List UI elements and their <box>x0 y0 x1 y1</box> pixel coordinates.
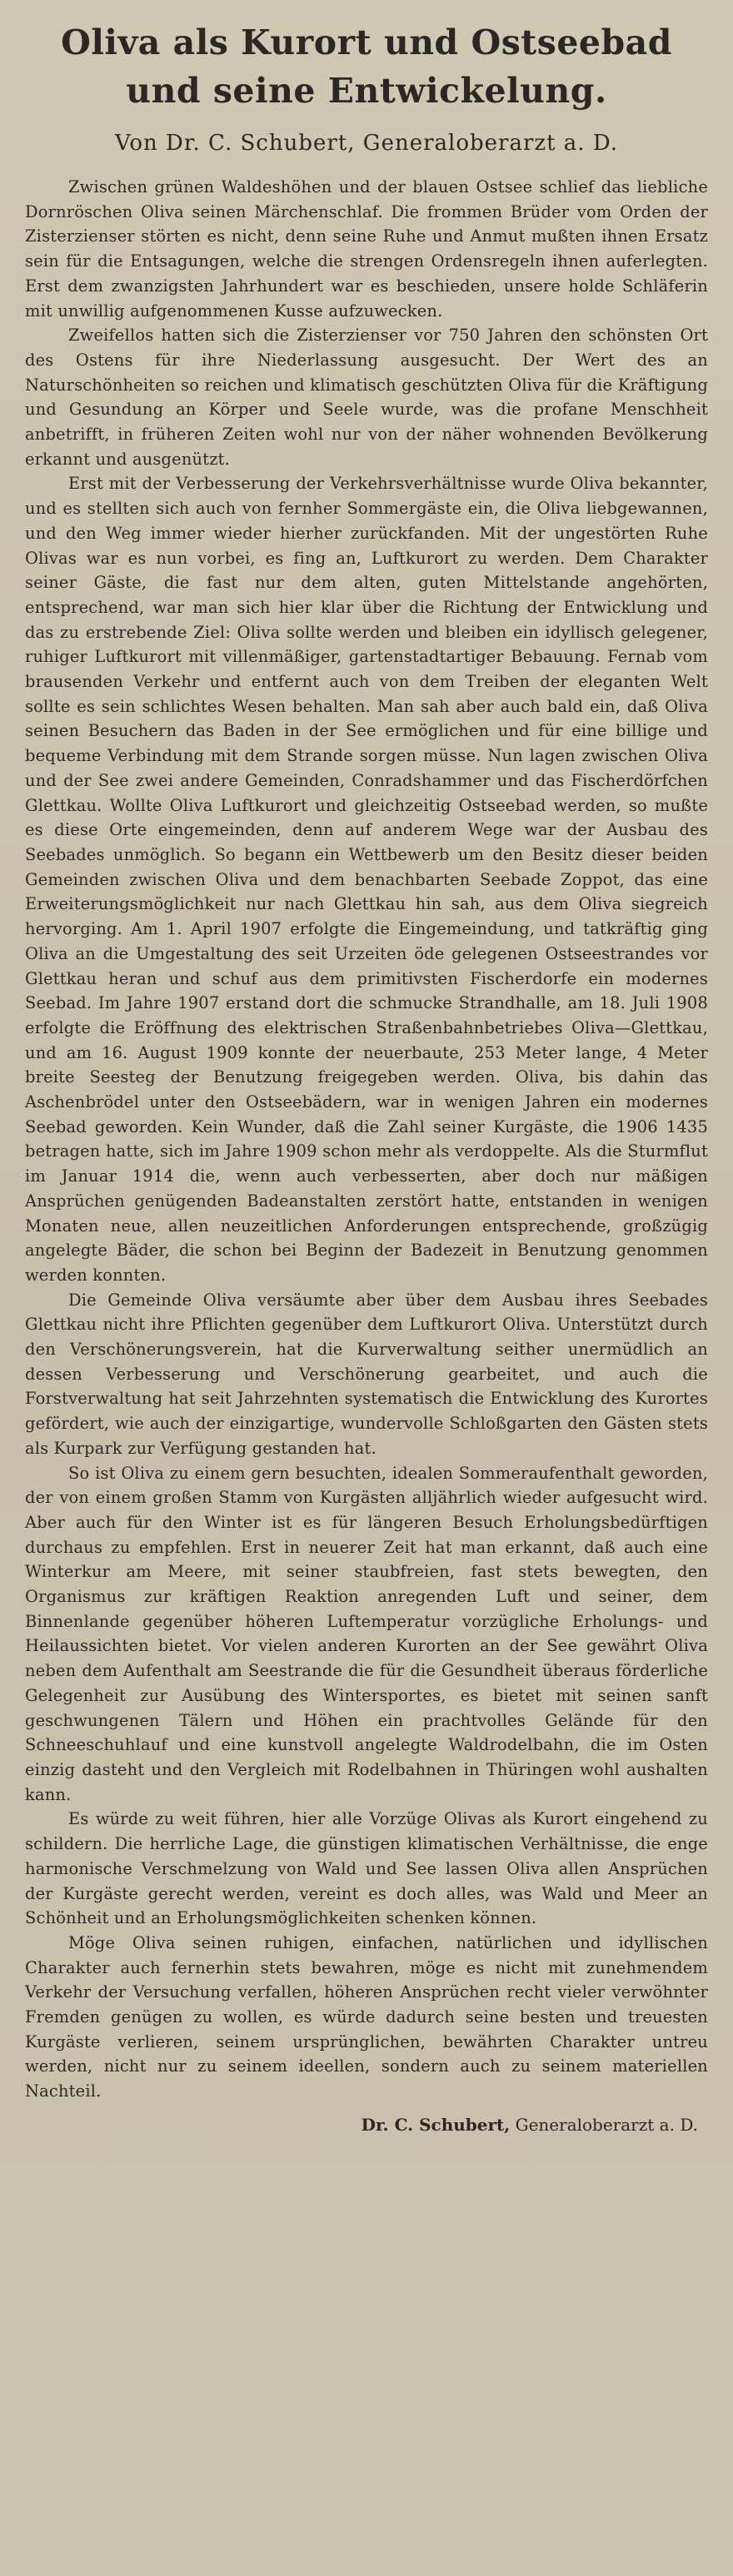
paragraph-3: Erst mit der Verbesserung der Verkehrsverhältnisse wurde Oliva bekannter, und es stellten sich auch von fernher Sommergäste ein, die Oliva liebgewannen, und den Weg immer wieder hierher zurückfanden. Mit der ungestörten Ruhe Olivas war es nun vorbei, es fing an, Luftkurort zu werden. Dem Charakter seiner Gäste, die fast nur dem alten, guten Mittelstande angehörten, entsprechend, war man sich hier klar über die Richtung der Entwicklung und das zu erstrebende Ziel: Oliva sollte werden und bleiben ein idyllisch gelegener, ruhiger Luftkurort mit villenmäßiger, gartenstadtartiger Bebauung. Fernab vom brausenden Verkehr und entfernt auch von dem Treiben der eleganten Welt sollte es sein schlichtes Wesen behalten. Man sah aber auch bald ein, daß Oliva seinen Besuchern das Baden in der See ermöglichen und für eine billige und bequeme Verbindung mit dem Strande sorgen müsse. Nun lagen zwischen Oliva und der See zwei andere Gemeinden, Conradshammer und das Fischerdörfchen Glettkau. Wollte Oliva Luftkurort und gleichzeitig Ostseebad werden, so mußte es diese Orte eingemeinden, denn auf anderem Wege war der Ausbau des Seebades unmöglich. So begann ein Wettbewerb um den Besitz dieser beiden Gemeinden zwischen Oliva und dem benachbarten Seebade Zoppot, das eine Erweiterungsmöglichkeit nur nach Glettkau hin sah, aus dem Oliva siegreich hervorging. Am 1. April 1907 erfolgte die Eingemeindung, und tatkräftig ging Oliva an die Umgestaltung des seit Urzeiten öde gelegenen Ostseestrandes vor Glettkau heran und schuf aus dem primitivsten Fischerdorfe ein modernes Seebad. Im Jahre 1907 erstand dort die schmucke Strandhalle, am 18. Juli 1908 erfolgte die Eröffnung des elektrischen Straßenbahnbetriebes Oliva—Glettkau, und am 16. August 1909 konnte der neuerbaute, 253 Meter lange, 4 Meter breite Seesteg der Benutzung freigegeben werden. Oliva, bis dahin das Aschenbrödel unter den Ostseebädern, war in wenigen Jahren ein modernes Seebad geworden. Kein Wunder, daß die Zahl seiner Kurgäste, die 1906 1435 betragen hatte, sich im Jahre 1909 schon mehr als verdoppelte. Als die Sturmflut im Januar 1914 die, wenn auch verbesserten, aber doch nur mäßigen Ansprüchen genügenden Badeanstalten zerstört hatte, entstanden in wenigen Monaten neue, allen neuzeitlichen Anforderungen entsprechende, großzügig angelegte Bäder, die schon bei Beginn der Badezeit in Benutzung genommen werden konnten. <box>25 474 708 1285</box>
signature-name: Dr. C. Schubert, <box>361 2114 511 2135</box>
signature-title: Generaloberarzt a. D. <box>510 2114 698 2135</box>
paragraph-1: Zwischen grünen Waldeshöhen und der blauen Ostsee schlief das liebliche Dornröschen Oliva seinen Märchenschlaf. Die frommen Brüder vom Orden der Zisterzienser störten es nicht, denn seine Ruhe und Anmut mußten ihnen Ersatz sein für die Entsagungen, welche die strengen Ordensregeln ihnen auferlegten. Erst dem zwanzigsten Jahrhundert war es beschieden, unsere holde Schläferin mit unwillig aufgenommenen Kusse aufzuwecken. <box>25 177 708 321</box>
paragraph-5: So ist Oliva zu einem gern besuchten, idealen Sommeraufenthalt geworden, der von einem großen Stamm von Kurgästen alljährlich wieder aufgesucht wird. Aber auch für den Winter ist es für längeren Besuch Erholungsbedürftigen durchaus zu empfehlen. Erst in neuerer Zeit hat man erkannt, daß auch eine Winterkur am Meere, mit seiner staubfreien, fast stets bewegten, den Organismus zur kräftigen Reaktion anregenden Luft und seiner, dem Binnenlande gegenüber höheren Luftemperatur vorzügliche Erholungs- und Heilaussichten bietet. Vor vielen anderen Kurorten an der See gewährt Oliva neben dem Aufenthalt am Seestrande die für die Gesundheit überaus förderliche Gelegenheit zur Ausübung des Wintersportes, es bietet mit seinen sanft geschwungenen Tälern und Höhen ein prachtvolles Gelände für den Schneeschuhlauf und eine kunstvoll angelegte Waldrodelbahn, die im Osten einzig dasteht und den Vergleich mit Rodelbahnen in Thüringen wohl aushalten kann. <box>25 1463 708 1804</box>
article-byline: Von Dr. C. Schubert, Generaloberarzt a. D. <box>115 131 618 156</box>
article-headline: Oliva als Kurort und Ostseebad und seine Entwickelung. <box>61 22 672 111</box>
article-signature <box>25 2112 698 2137</box>
paragraph-6: Es würde zu weit führen, hier alle Vorzüge Olivas als Kurort eingehend zu schildern. Die herrliche Lage, die günstigen klimatischen Verhältnisse, die enge harmonische Verschmelzung von Wald und See lassen Oliva allen Ansprüchen der Kurgäste gerecht werden, vereint es doch alles, was Wald und Meer an Schönheit und an Erholungsmöglichkeiten schenken können. <box>25 1809 708 1928</box>
paragraph-7: Möge Oliva seinen ruhigen, einfachen, natürlichen und idyllischen Charakter auch fernerhin stets bewahren, möge es nicht mit zunehmendem Verkehr der Versuchung verfallen, höheren Ansprüchen recht vieler verwöhnter Fremden genügen zu wollen, es würde dadurch seine besten und treuesten Kurgäste verlieren, seinem ursprünglichen, bewährten Charakter untreu werden, nicht nur zu seinem ideellen, sondern auch zu seinem materiellen Nachteil. <box>25 1932 708 2101</box>
paragraph-4: Die Gemeinde Oliva versäumte aber über dem Ausbau ihres Seebades Glettkau nicht ihre Pflichten gegenüber dem Luftkurort Oliva. Unterstützt durch den Verschönerungsverein, hat die Kurverwaltung seither unermüdlich an dessen Verbesserung und Verschönerung gearbeitet, und auch die Forstverwaltung hat seit Jahrzehnten systematisch die Entwicklung des Kurortes gefördert, wie auch der einzigartige, wundervolle Schloßgarten den Gästen stets als Kurpark zur Verfügung gestanden hat. <box>25 1290 708 1458</box>
article-body <box>25 175 708 2104</box>
paragraph-2: Zweifellos hatten sich die Zisterzienser vor 750 Jahren den schönsten Ort des Ostens für ihre Niederlassung ausgesucht. Der Wert des an Naturschönheiten so reichen und klimatisch geschützten Oliva für die Kräftigung und Gesundung an Körper und Seele wurde, was die profane Menschheit anbetrifft, in früheren Zeiten wohl nur von der näher wohnenden Bevölkerung erkannt und ausgenützt. <box>25 326 708 469</box>
